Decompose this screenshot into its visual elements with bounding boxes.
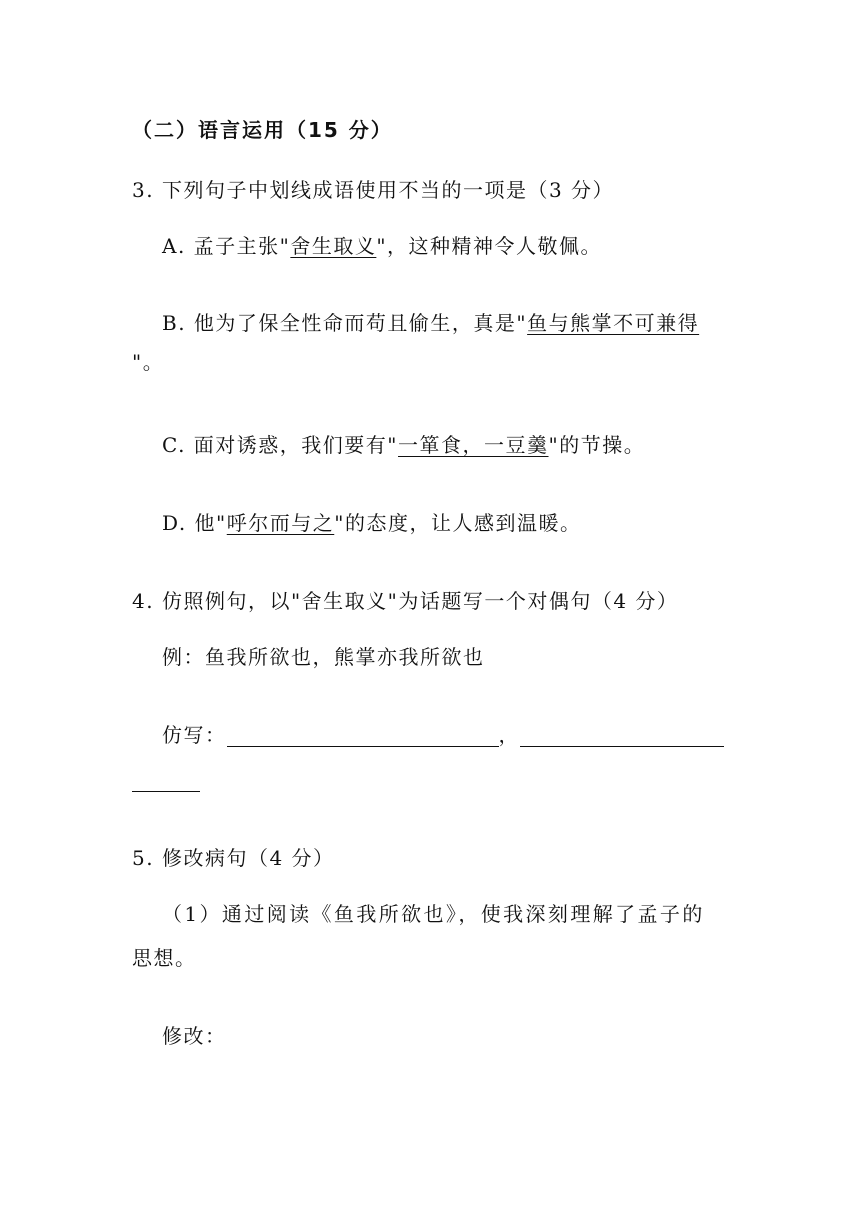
option-c-text-after: "的节操。 [548,433,646,457]
question-5-item-1-line-2: 思想。 [132,946,197,970]
option-d-underlined-idiom: 呼尔而与之 [226,511,335,535]
question-3-option-b [162,311,699,335]
option-d-text-before: D. 他" [162,511,227,535]
option-b-underlined-idiom: 鱼与熊掌不可兼得 [527,311,700,335]
question-4-imitation-line [162,723,724,747]
question-5-stem: 5. 修改病句（4 分） [132,846,335,870]
question-3-stem: 3. 下列句子中划线成语使用不当的一项是（3 分） [132,178,615,202]
question-3-option-b-continuation: "。 [132,350,165,374]
imitate-label: 仿写： [162,723,227,747]
section-heading: （二）语言运用（15 分） [132,118,393,142]
option-a-text-before: A. 孟子主张" [162,234,291,258]
option-c-text-before: C. 面对诱惑，我们要有" [162,433,399,457]
option-c-underlined-idiom: 一箪食，一豆羹 [398,433,549,457]
option-b-text-before: B. 他为了保全性命而苟且偷生，真是" [162,311,528,335]
question-5-item-1-line-1: （1）通过阅读《鱼我所欲也》，使我深刻理解了孟子的 [162,902,705,926]
question-4-stem: 4. 仿照例句，以"舍生取义"为话题写一个对偶句（4 分） [132,589,679,613]
question-4-imitation-line-continuation [132,768,200,792]
answer-blank-second-half[interactable] [520,724,724,747]
blank-separator-comma: ， [498,723,520,747]
question-3-option-d [162,511,581,535]
question-3-option-a [162,234,602,258]
option-d-text-after: "的态度，让人感到温暖。 [334,511,582,535]
answer-blank-first-half[interactable] [227,724,499,747]
question-3-option-c [162,433,645,457]
option-a-text-after: "，这种精神令人敬佩。 [376,234,603,258]
answer-blank-continuation[interactable] [132,769,200,792]
question-4-example: 例：鱼我所欲也，熊掌亦我所欲也 [162,645,485,669]
option-a-underlined-idiom: 舍生取义 [290,234,377,258]
question-5-revise-label: 修改： [162,1024,227,1048]
